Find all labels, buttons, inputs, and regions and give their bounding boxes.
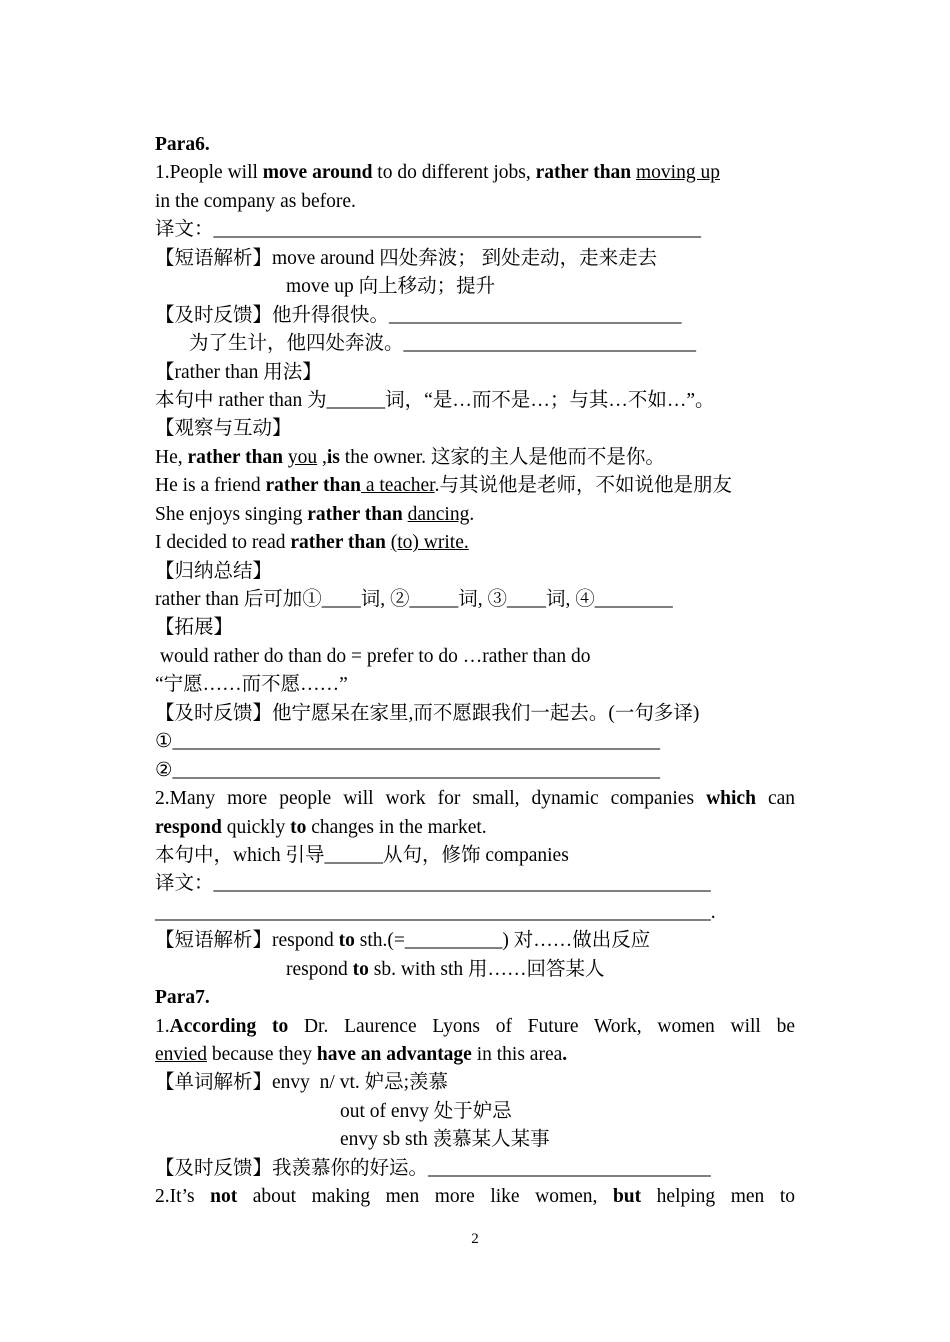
sentence-line: 2.Many more people will work for small, dynamic companies which can [155,788,796,810]
feedback-exercise: 【及时反馈】我羡慕你的好运。_____________________________ [155,1157,711,1179]
feedback-exercise: 【及时反馈】他升得很快。______________________________ [155,304,682,326]
example-line: He, rather than you ,is the owner. 这家的主人是他而不是你。 [155,446,665,468]
word-analysis: 【单词解析】envy n/ vt. 妒忌;羡慕 [155,1072,449,1094]
example-line: I decided to read rather than (to) write. [155,532,469,554]
translation-blank: 译文：___________________________________________________ [155,873,711,895]
section-label: 【归纳总结】 [155,560,273,582]
phrase-analysis: 【短语解析】respond to sth.(=__________) 对……做出反应 [155,930,651,952]
feedback-exercise: 【及时反馈】他宁愿呆在家里,而不愿跟我们一起去。(一句多译) [155,702,700,724]
page-number: 2 [471,1231,479,1247]
feedback-exercise: 为了生计，他四处奔波。______________________________ [189,333,697,355]
sentence-line: envied because they have an advantage in this area. [155,1044,568,1065]
section-label: 【rather than 用法】 [155,361,322,383]
section-label: 【观察与互动】 [155,418,292,440]
section-heading: Para7. [155,987,210,1009]
extension-line: would rather do than do = prefer to do …rather than do [155,645,591,667]
word-analysis: envy sb sth 羡慕某人某事 [340,1129,550,1151]
sentence-line: 1.According to Dr. Laurence Lyons of Future Work, women will be [155,1015,795,1037]
section-heading: Para6. [155,134,210,155]
translation-blank: _________________________________________________________. [155,901,716,923]
translation-blank: 译文：__________________________________________________ [155,219,702,241]
extension-line: “宁愿……而不愿……” [155,674,348,696]
sentence-line: in the company as before. [155,190,356,212]
phrase-analysis: 【短语解析】move around 四处奔波； 到处走动，走来走去 [155,247,658,269]
usage-note: 本句中 rather than 为______词，“是…而不是…；与其…不如…”。 [155,389,715,411]
sentence-line: 2.It’s not about making men more like women, but helping men to [155,1186,795,1208]
grammar-note: 本句中，which 引导______从句，修饰 companies [155,844,569,866]
document-body [155,131,795,1212]
summary-exercise: rather than 后可加①____词, ②_____词, ③____词, ④________ [155,589,673,610]
example-line: She enjoys singing rather than dancing. [155,503,475,525]
example-line: He is a friend rather than a teacher.与其说他是老师，不如说他是朋友 [155,475,732,497]
phrase-analysis: respond to sb. with sth 用……回答某人 [286,958,605,980]
section-label: 【拓展】 [155,617,234,639]
phrase-analysis: move up 向上移动；提升 [286,276,496,298]
answer-blank: ②__________________________________________________ [155,759,660,781]
sentence-line: 1.People will move around to do different jobs, rather than moving up [155,162,720,184]
answer-blank: ①__________________________________________________ [155,731,660,753]
sentence-line: respond quickly to changes in the market. [155,816,487,838]
word-analysis: out of envy 处于妒忌 [340,1100,512,1122]
